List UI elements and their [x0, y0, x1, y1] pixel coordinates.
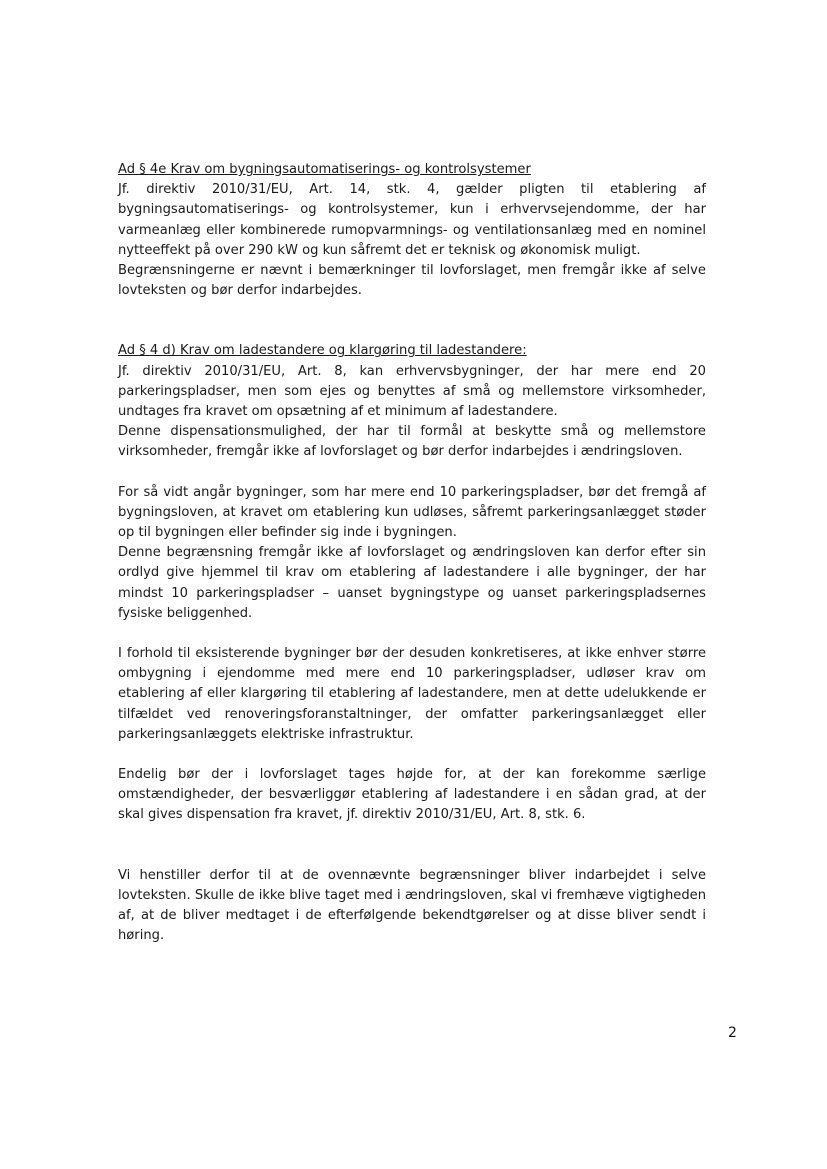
spacer	[118, 301, 706, 341]
section-heading-4d: Ad § 4 d) Krav om ladestandere og klargøring til ladestandere:	[118, 343, 527, 359]
paragraph-4d-dispensation: Denne dispensationsmulighed, der har til formål at beskytte små og mellemstore virksomheder, fremgår ikke af lovforslaget og bør derfor indarbejdes i ændringsloven.	[118, 424, 706, 460]
paragraph-4d-existing-buildings: I forhold til eksisterende bygninger bør der desuden konkretiseres, at ikke enhver større ombygning i ejendomme med mere end 10 parkeringspladser, udløser krav om etablering af eller klargøring til etablering af ladestandere, men at dette udelukkende er tilfældet ved renoveringsforanstaltninger, der omfatter parkeringsanlægget eller parkeringsanlæggets elektriske infrastruktur.	[118, 646, 706, 742]
spacer	[118, 463, 706, 483]
spacer	[118, 745, 706, 765]
spacer	[118, 826, 706, 866]
paragraph-closing: Vi henstiller derfor til at de ovennævnte begrænsninger bliver indarbejdet i selve lovteksten. Skulle de ikke blive taget med i ændringsloven, skal vi fremhæve vigtigheden af, at de bliver medtaget i de efterfølgende bekendtgørelser og at disse bliver sendt i høring.	[118, 867, 706, 944]
paragraph-4d-special-circumstances: Endelig bør der i lovforslaget tages højde for, at der kan forekomme særlige omstændigheder, der besværliggør etablering af ladestandere i en sådan grad, at der skal gives dispensation fra kravet, jf. direktiv 2010/31/EU, Art. 8, stk. 6.	[118, 767, 706, 823]
paragraph-4e-directive: Jf. direktiv 2010/31/EU, Art. 14, stk. 4, gælder pligten til etablering af bygningsautomatiserings- og kontrolsystemer, kun i erhvervsejendomme, der har varmeanlæg eller kombinerede rumopvarmnings- og ventilationsanlæg med en nominel nytteeffekt på over 290 kW og kun såfremt det er teknisk og økonomisk muligt.	[118, 182, 706, 258]
spacer	[118, 624, 706, 644]
paragraph-4d-parking: For så vidt angår bygninger, som har mere end 10 parkeringspladser, bør det fremgå af bygningsloven, at kravet om etablering kun udløses, såfremt parkeringsanlægget støder op til bygningen eller befinder sig inde i bygningen.	[118, 484, 706, 541]
paragraph-4d-limitation: Denne begrænsning fremgår ikke af lovforslaget og ændringsloven kan derfor efter sin ordlyd give hjemmel til krav om etablering af ladestandere i alle bygninger, der har mindst 10 parkeringspladser – uanset bygningstype og uanset parkeringspladsernes fysiske beliggenhed.	[118, 545, 706, 621]
paragraph-4e-limitations: Begrænsningerne er nævnt i bemærkninger til lovforslaget, men fremgår ikke af selve lovteksten og bør derfor indarbejdes.	[118, 263, 706, 299]
document-body	[118, 160, 706, 947]
section-heading-4e: Ad § 4e Krav om bygningsautomatiserings- og kontrolsystemer	[118, 162, 531, 177]
page-number: 2	[728, 1025, 737, 1041]
paragraph-4d-directive: Jf. direktiv 2010/31/EU, Art. 8, kan erhvervsbygninger, der har mere end 20 parkeringspladser, men som ejes og benyttes af små og mellemstore virksomheder, undtages fra kravet om opsætning af et minimum af ladestandere.	[118, 363, 706, 420]
